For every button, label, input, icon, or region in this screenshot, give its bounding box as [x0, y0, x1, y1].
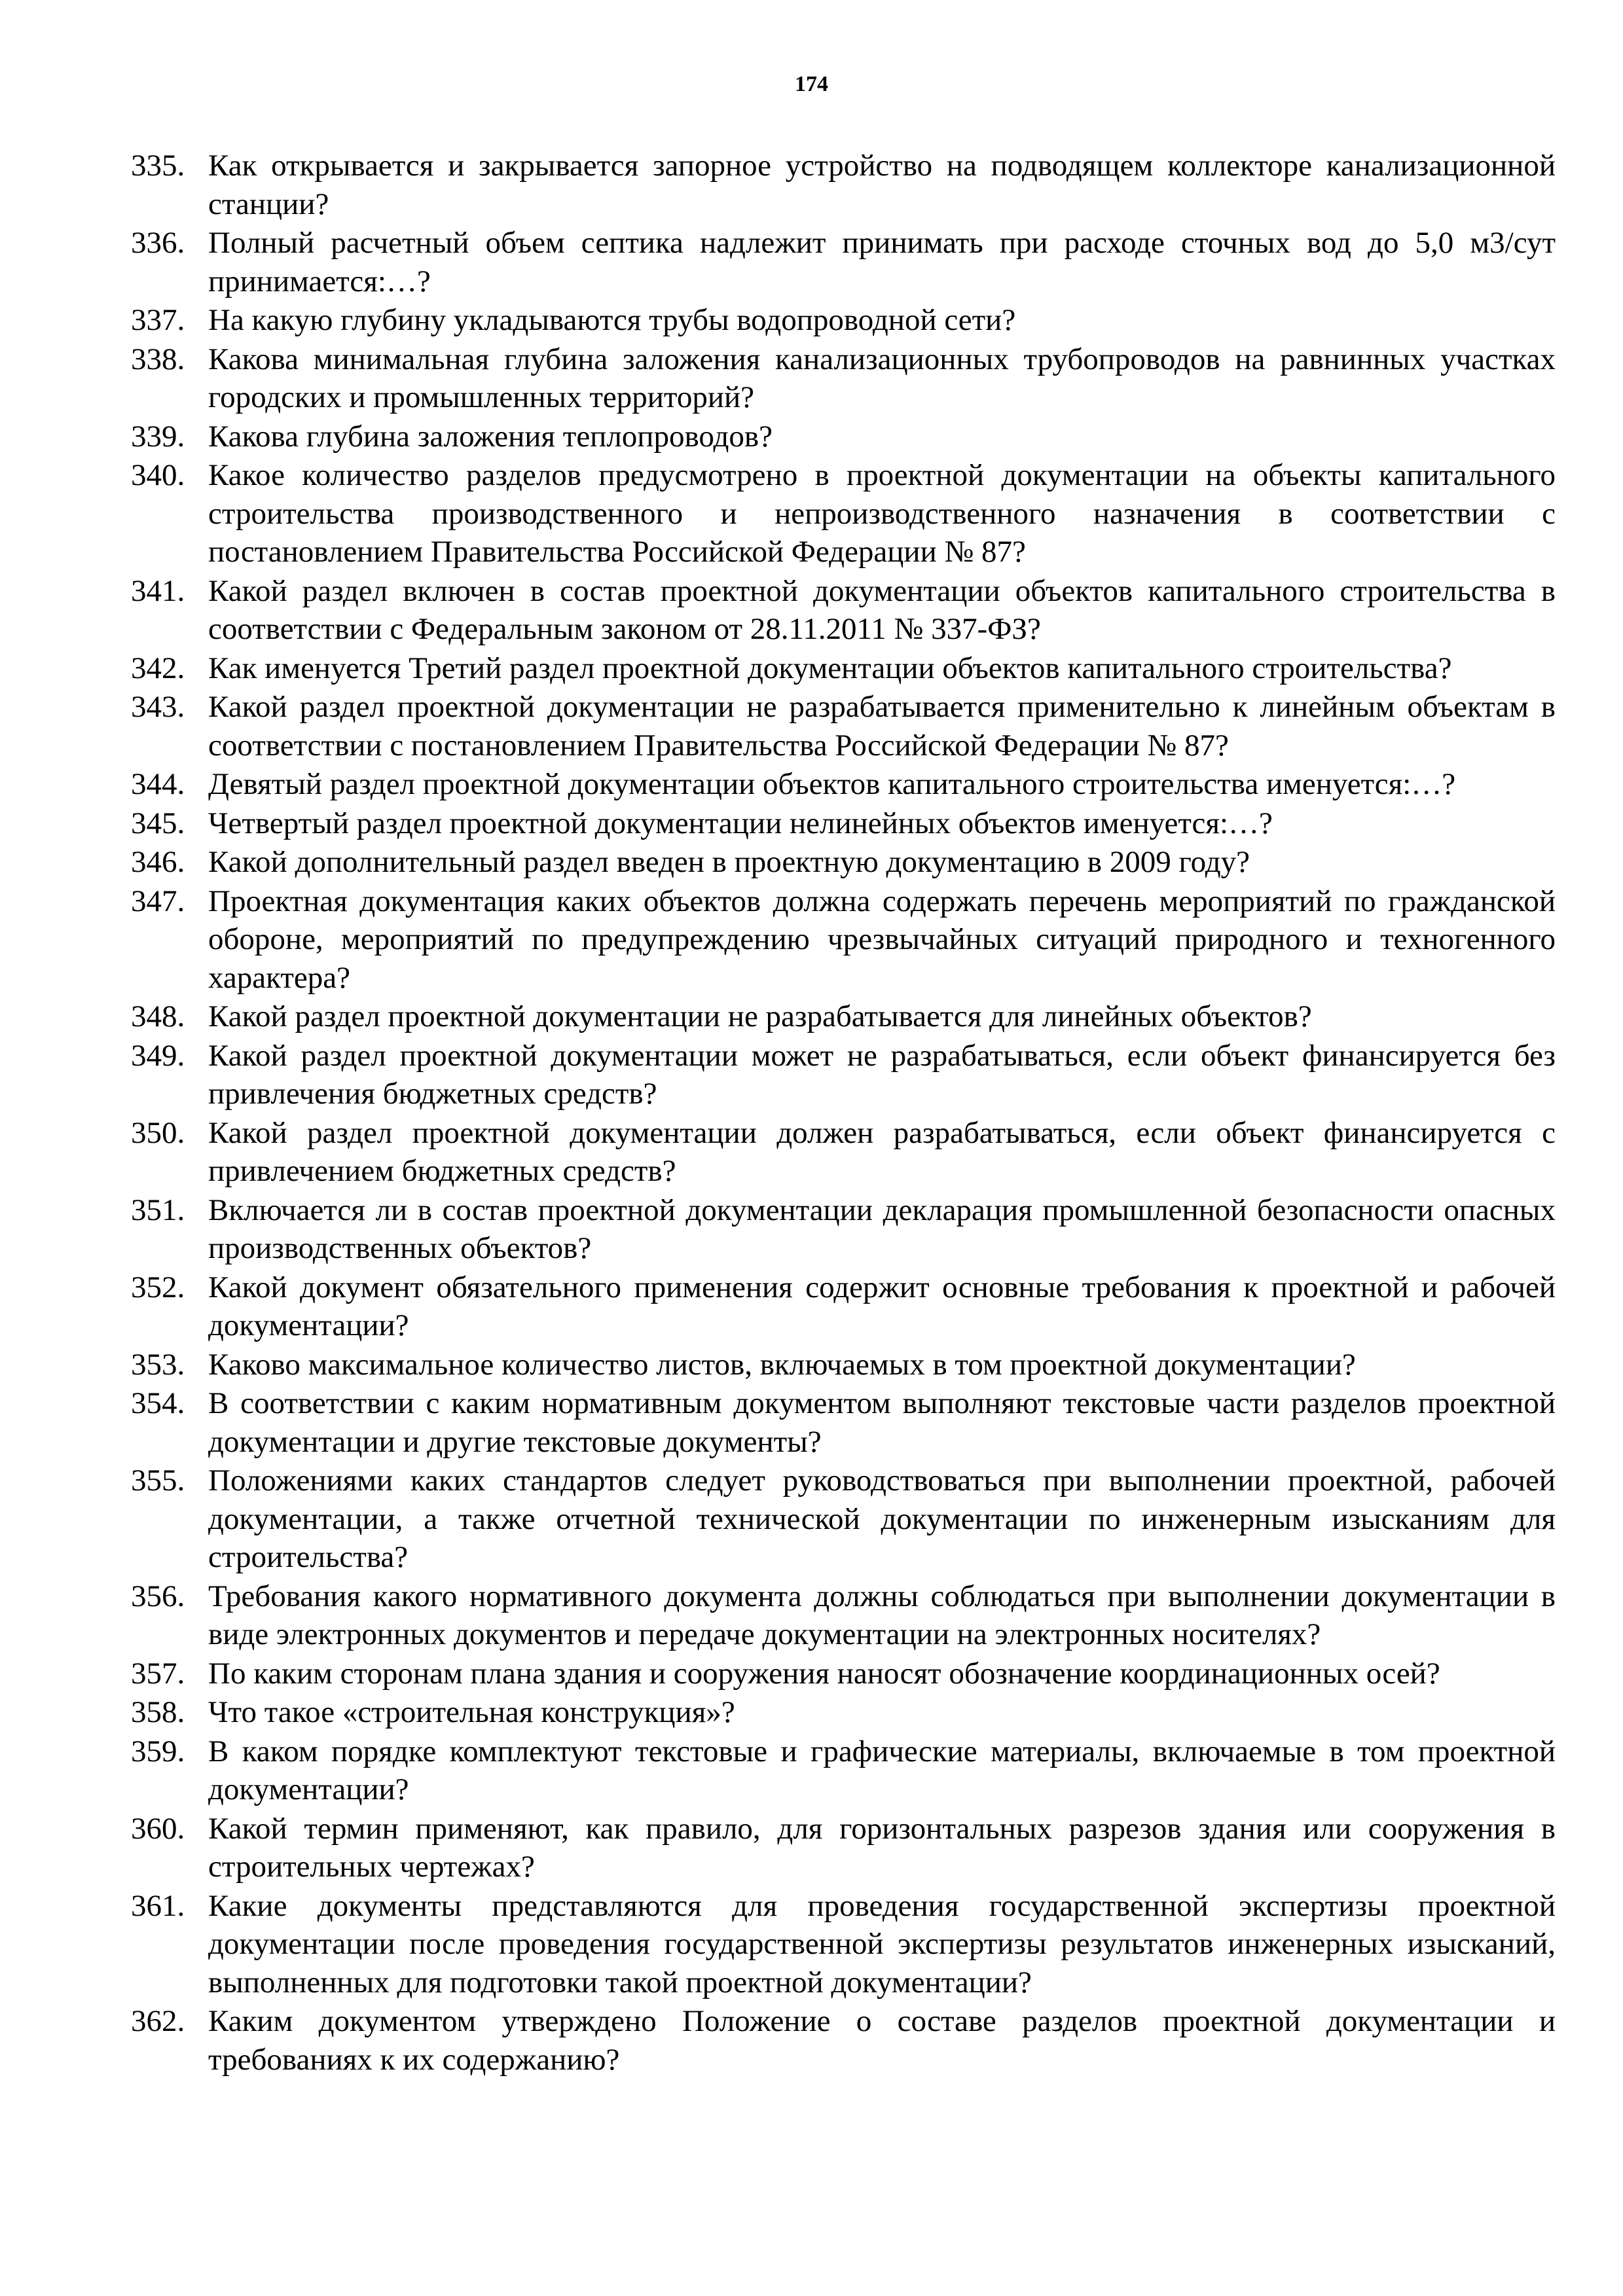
question-text: Какое количество разделов предусмотрено в проектной документации на объекты капитального строительства производственного и непроизводственного назначения в соответствии с постановлением Правительства Российской Федерации № 87?: [208, 458, 1556, 569]
question-number: 357.: [131, 1656, 185, 1691]
question-item: [131, 1384, 1556, 1461]
question-item: [131, 843, 1556, 882]
question-text: Какова глубина заложения теплопроводов?: [208, 419, 773, 454]
question-item: [131, 1577, 1556, 1654]
question-text: Положениями каких стандартов следует руководствоваться при выполнении проектной, рабочей документации, а также отчетной технической документации по инженерным изысканиям для строительства?: [208, 1463, 1556, 1574]
question-item: [131, 882, 1556, 997]
question-number: 360.: [131, 1811, 185, 1846]
question-number: 337.: [131, 303, 185, 337]
question-item: [131, 1268, 1556, 1345]
question-item: [131, 649, 1556, 688]
question-text: Какой дополнительный раздел введен в проектную документацию в 2009 году?: [208, 845, 1250, 879]
question-list: [131, 147, 1556, 2079]
question-text: Что такое «строительная конструкция»?: [208, 1695, 735, 1729]
question-number: 348.: [131, 999, 185, 1033]
question-number: 351.: [131, 1193, 185, 1227]
question-number: 358.: [131, 1695, 185, 1729]
question-item: [131, 147, 1556, 223]
question-item: [131, 1462, 1556, 1577]
question-number: 362.: [131, 2004, 185, 2038]
question-text: В каком порядке комплектуют текстовые и графические материалы, включаемые в том проектной документации?: [208, 1734, 1556, 1806]
question-text: Проектная документация каких объектов должна содержать перечень мероприятий по гражданской обороне, мероприятий по предупреждению чрезвычайных ситуаций природного и техногенного характера?: [208, 884, 1556, 995]
question-number: 354.: [131, 1386, 185, 1420]
question-item: [131, 1810, 1556, 1886]
question-item: [131, 1887, 1556, 2002]
question-number: 343.: [131, 690, 185, 724]
question-item: [131, 301, 1556, 340]
question-number: 359.: [131, 1734, 185, 1768]
question-item: [131, 456, 1556, 571]
question-text: Полный расчетный объем септика надлежит принимать при расходе сточных вод до 5,0 м3/сут принимается:…?: [208, 226, 1556, 298]
question-text: Какова минимальная глубина заложения канализационных трубопроводов на равнинных участках городских и промышленных территорий?: [208, 342, 1556, 414]
question-item: [131, 997, 1556, 1036]
question-item: [131, 1346, 1556, 1384]
question-text: В соответствии с каким нормативным документом выполняют текстовые части разделов проектной документации и другие текстовые документы?: [208, 1386, 1556, 1459]
question-number: 335.: [131, 149, 185, 183]
question-text: На какую глубину укладываются трубы водопроводной сети?: [208, 303, 1016, 337]
question-item: [131, 765, 1556, 804]
question-text: Девятый раздел проектной документации объектов капитального строительства именуется:…?: [208, 767, 1456, 801]
question-text: Включается ли в состав проектной документации декларация промышленной безопасности опасных производственных объектов?: [208, 1193, 1556, 1265]
question-text: Какой раздел проектной документации не разрабатывается для линейных объектов?: [208, 999, 1312, 1033]
question-number: 346.: [131, 845, 185, 879]
question-text: Как именуется Третий раздел проектной документации объектов капитального строительства?: [208, 651, 1452, 685]
question-text: Каким документом утверждено Положение о составе разделов проектной документации и требованиях к их содержанию?: [208, 2004, 1556, 2077]
question-number: 340.: [131, 458, 185, 492]
question-item: [131, 1114, 1556, 1191]
question-number: 342.: [131, 651, 185, 685]
question-item: [131, 572, 1556, 649]
question-item: [131, 418, 1556, 456]
question-text: Каково максимальное количество листов, включаемых в том проектной документации?: [208, 1347, 1356, 1382]
question-number: 349.: [131, 1038, 185, 1073]
question-item: [131, 688, 1556, 764]
question-text: Какой раздел проектной документации не разрабатывается применительно к линейным объектам в соответствии с постановлением Правительства Российской Федерации № 87?: [208, 690, 1556, 762]
question-item: [131, 2002, 1556, 2079]
question-item: [131, 340, 1556, 417]
question-number: 338.: [131, 342, 185, 376]
question-number: 347.: [131, 884, 185, 918]
question-number: 361.: [131, 1888, 185, 1923]
question-text: Какой термин применяют, как правило, для горизонтальных разрезов здания или сооружения в строительных чертежах?: [208, 1811, 1556, 1884]
question-number: 353.: [131, 1347, 185, 1382]
question-text: Как открывается и закрывается запорное устройство на подводящем коллекторе канализационной станции?: [208, 149, 1556, 221]
question-number: 339.: [131, 419, 185, 454]
question-text: Какой документ обязательного применения содержит основные требования к проектной и рабочей документации?: [208, 1270, 1556, 1342]
question-item: [131, 1693, 1556, 1732]
question-item: [131, 1732, 1556, 1809]
question-number: 350.: [131, 1115, 185, 1150]
question-text: Требования какого нормативного документа должны соблюдаться при выполнении документации в виде электронных документов и передаче документации на электронных носителях?: [208, 1579, 1556, 1651]
question-number: 341.: [131, 573, 185, 608]
question-item: [131, 224, 1556, 300]
question-item: [131, 1191, 1556, 1268]
question-text: Четвертый раздел проектной документации нелинейных объектов именуется:…?: [208, 806, 1273, 840]
question-number: 352.: [131, 1270, 185, 1304]
question-text: Какие документы представляются для проведения государственной экспертизы проектной документации после проведения государственной экспертизы результатов инженерных изысканий, выполненных для подготовки такой проектной документации?: [208, 1888, 1556, 2000]
question-number: 345.: [131, 806, 185, 840]
question-text: Какой раздел проектной документации должен разрабатываться, если объект финансируется с привлечением бюджетных средств?: [208, 1115, 1556, 1188]
page-number: 174: [795, 72, 828, 96]
question-number: 344.: [131, 767, 185, 801]
question-text: По каким сторонам плана здания и сооружения наносят обозначение координационных осей?: [208, 1656, 1440, 1691]
question-item: [131, 804, 1556, 843]
question-number: 336.: [131, 226, 185, 260]
question-number: 355.: [131, 1463, 185, 1498]
question-item: [131, 1037, 1556, 1113]
question-text: Какой раздел проектной документации может не разрабатываться, если объект финансируется без привлечения бюджетных средств?: [208, 1038, 1556, 1111]
question-text: Какой раздел включен в состав проектной документации объектов капитального строительства в соответствии с Федеральным законом от 28.11.2011 № 337-ФЗ?: [208, 573, 1556, 646]
question-item: [131, 1655, 1556, 1693]
question-number: 356.: [131, 1579, 185, 1613]
